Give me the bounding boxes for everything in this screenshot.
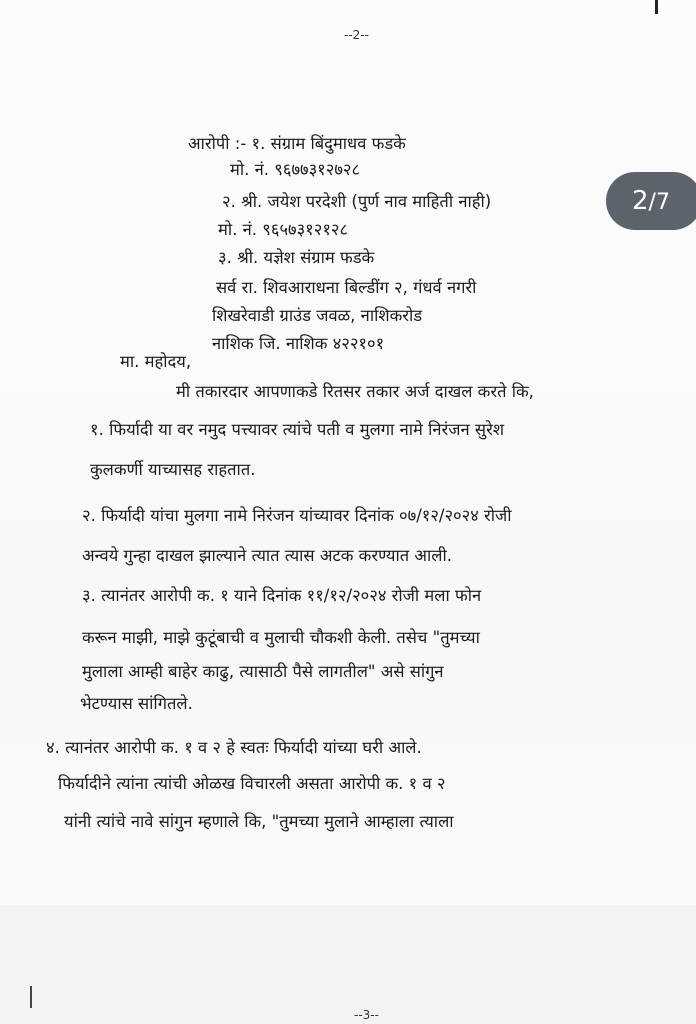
para-3-line-4: भेटण्यास सांगितले. [80, 694, 193, 713]
total-pages: 7 [655, 190, 670, 215]
para-3-line-2: करून माझी, माझे कुटूंबाची व मुलाची चौकशी केली. तसेच "तुमच्या [82, 628, 480, 647]
accused-line-3: २. श्री. जयेश परदेशी (पुर्ण नाव माहिती नाही) [222, 192, 492, 211]
current-page: 2 [632, 186, 649, 216]
para-3-line-3: मुलाला आम्ही बाहेर काढु, त्यासाठी पैसे लागतील" असे सांगुन [82, 662, 444, 681]
page-separator: / [648, 190, 656, 215]
para-1-line-1: १. फिर्यादी या वर नमुद पत्त्यावर त्यांचे पती व मुलगा नामे निरंजन सुरेश [90, 420, 505, 439]
page-number-bottom: --3-- [354, 1008, 379, 1022]
salutation: मा. महोदय, [120, 352, 192, 371]
accused-line-4: मो. नं. ९६५७३१२१२८ [218, 220, 349, 239]
accused-line-7: शिखरेवाडी ग्राउंड जवळ, नाशिकरोड [212, 306, 423, 325]
intro-line: मी तकारदार आपणाकडे रितसर तकार अर्ज दाखल करते कि, [176, 382, 534, 401]
accused-line-1: आरोपी :- १. संग्राम बिंदुमाधव फडके [188, 134, 406, 153]
para-1-line-2: कुलकर्णी याच्यासह राहतात. [90, 460, 256, 479]
para-2-line-2: अन्वये गुन्हा दाखल झाल्याने त्यात त्यास अटक करण्यात आली. [82, 546, 452, 565]
para-4-line-1: ४. त्यानंतर आरोपी क. १ व २ हे स्वतः फिर्यादी यांच्या घरी आले. [46, 738, 422, 757]
accused-line-8: नाशिक जि. नाशिक ४२२१०१ [212, 334, 385, 353]
page-gap [0, 905, 696, 1024]
para-4-line-3: यांनी त्यांचे नावे सांगुन म्हणाले कि, "तुमच्या मुलाने आम्हाला त्याला [64, 812, 454, 831]
para-2-line-1: २. फिर्यादी यांचा मुलगा नामे निरंजन यांच्यावर दिनांक ०७/१२/२०२४ रोजी [82, 506, 512, 525]
top-edge-mark [655, 0, 658, 14]
para-3-line-1: ३. त्यानंतर आरोपी क. १ याने दिनांक ११/१२/२०२४ रोजी मला फोन [82, 586, 482, 605]
para-4-line-2: फिर्यादीने त्यांना त्यांची ओळख विचारली असता आरोपी क. १ व २ [58, 774, 446, 793]
accused-line-5: ३. श्री. यज्ञेश संग्राम फडके [218, 248, 375, 267]
bottom-edge-mark [30, 986, 32, 1008]
accused-line-6: सर्व रा. शिवआराधना बिल्डींग २, गंधर्व नगरी [216, 278, 477, 297]
accused-line-2: मो. नं. ९६७७३१२७२८ [230, 160, 361, 179]
page-number-top: --2-- [344, 28, 369, 42]
page-indicator-badge [606, 172, 696, 230]
